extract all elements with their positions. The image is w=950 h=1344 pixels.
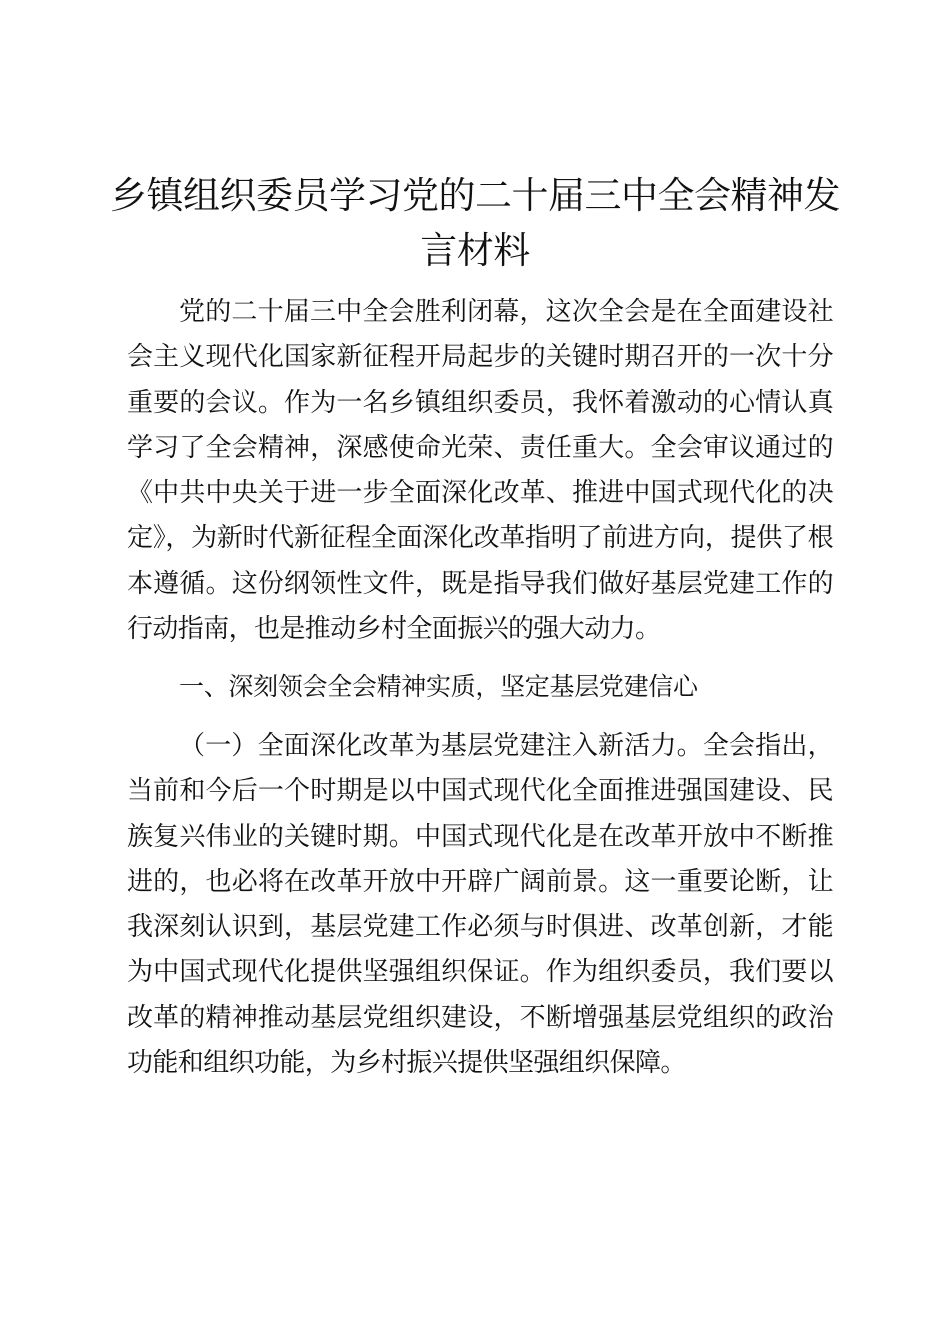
subsection-paragraph: （一）全面深化改革为基层党建注入新活力。全会指出，当前和今后一个时期是以中国式现代化全面推进强国建设、民族复兴伟业的关键时期。中国式现代化是在改革开放中不断推进的，也必将在改革开放中开辟广阔前景。这一重要论断，让我深刻认识到，基层党建工作必须与时俱进、改革创新，才能为中国式现代化提供坚强组织保证。作为组织委员，我们要以改革的精神推动基层党组织建设，不断增强基层党组织的政治功能和组织功能，为乡村振兴提供坚强组织保障。: [127, 731, 833, 1079]
section-heading: 一、深刻领会全会精神实质，坚定基层党建信心: [179, 672, 698, 701]
intro-paragraph: 党的二十届三中全会胜利闭幕，这次全会是在全面建设社会主义现代化国家新征程开局起步的关键时期召开的一次十分重要的会议。作为一名乡镇组织委员，我怀着激动的心情认真学习了全会精神，深感使命光荣、责任重大。全会审议通过的《中共中央关于进一步全面深化改革、推进中国式现代化的决定》，为新时代新征程全面深化改革指明了前进方向，提供了根本遵循。这份纲领性文件，既是指导我们做好基层党建工作的行动指南，也是推动乡村全面振兴的强大动力。: [127, 297, 833, 645]
document-title: 乡镇组织委员学习党的二十届三中全会精神发言材料: [110, 174, 840, 272]
